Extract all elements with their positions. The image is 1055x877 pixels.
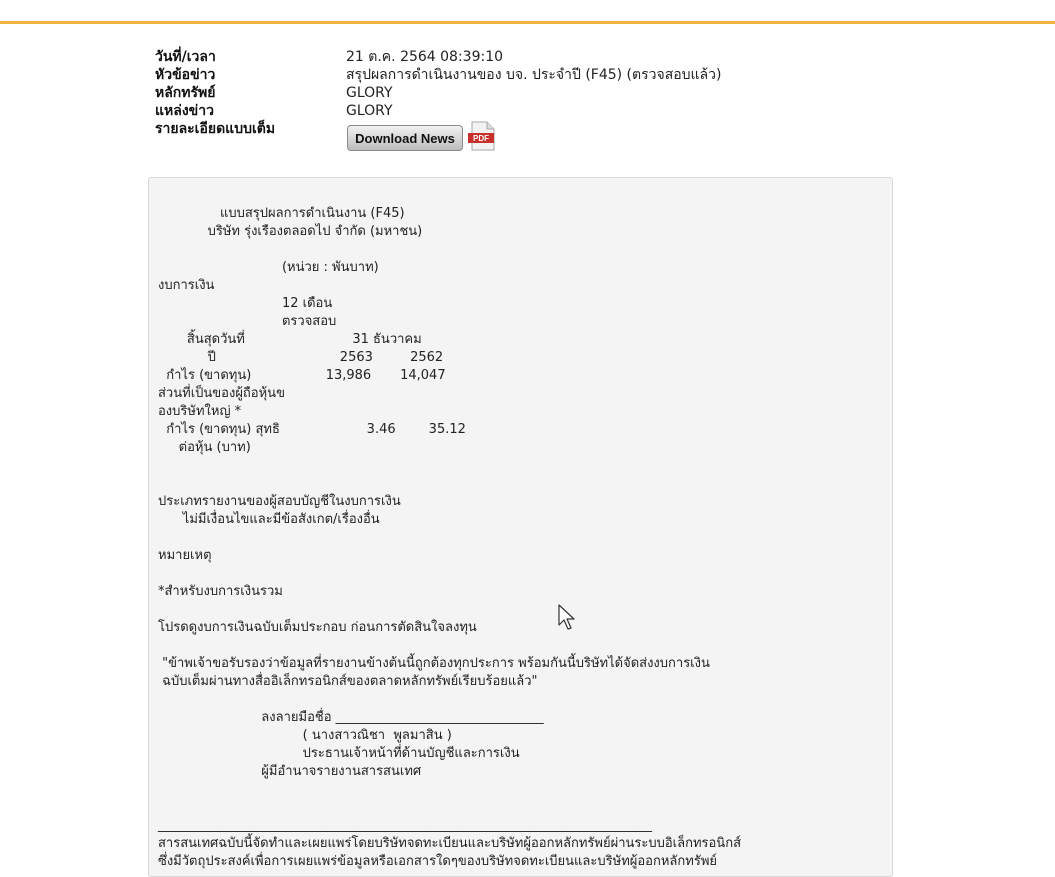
top-accent-line bbox=[0, 21, 1055, 24]
mouse-cursor-icon bbox=[558, 604, 578, 632]
meta-label-headline: หัวข้อข่าว bbox=[155, 67, 216, 83]
meta-label-security: หลักทรัพย์ bbox=[155, 85, 216, 101]
news-body-text: แบบสรุปผลการดำเนินงาน (F45) บริษัท รุ่งเรืองตลอดไป จำกัด (มหาชน) (หน่วย : พันบาท) งบการเงิน 12 เดือน ตรวจสอบ สิ้นสุดวันที่ 31 ธันวาคม ปี 2563 2562 กำไร (ขาดทุน) 13,986 14,047 ส่วนที่เป็นของผู้ถือหุ้นข องบริษัทใหญ่ * กำไร (ขาดทุน) สุทธิ 3.46 35.12 ต่อหุ้น (บาท) ประเภทรายงานของผู้สอบบัญชีในงบการเงิน ไม่มีเงื่อนไขและมีข้อสังเกต/เรื่องอื่น หมายเหตุ *สำหรับงบการเงินรวม โปรดดูงบการเงินฉบับเต็มประกอบ ก่อนการตัดสินใจลงทุน "ข้าพเจ้าขอรับรองว่าข้อมูลที่รายงานข้างต้นนี้ถูกต้องทุกประการ พร้อมกันนี้บริษัทได้จัดส่งงบการเงิน ฉบับเต็มผ่านทางสื่ออิเล็กทรอนิกส์ของตลาดหลักทรัพย์เรียบร้อยแล้ว" ลงลายมือชื่อ ________________________________ ( นางสาวณิชา พูลมาสิน ) ประธานเจ้าหน้าที่ด้านบัญชีและการเงิน ผู้มีอำนาจรายงานสารสนเทศ ____________________________________________________________________________ สารสนเทศฉบับนี้จัดทำและเผยแพร่โดยบริษัทจดทะเบียนและบริษัทผู้ออกหลักทรัพย์ผ่านระบบอิเล็กทรอนิกส์ ซึ่งมีวัตถุประสงค์เพื่อการเผยแพร่ข้อมูลหรือเอกสารใดๆของบริษัทจดทะเบียนและบริษัทผู้ออกหลักทรัพย์ bbox=[158, 206, 742, 869]
meta-label-datetime: วันที่/เวลา bbox=[155, 49, 216, 65]
pdf-icon[interactable] bbox=[467, 121, 497, 151]
meta-label-full-detail: รายละเอียดแบบเต็ม bbox=[155, 121, 276, 137]
download-news-button[interactable]: Download News bbox=[347, 125, 463, 151]
pdf-badge-text: PDF bbox=[473, 134, 489, 143]
meta-value-source: GLORY bbox=[346, 103, 393, 119]
meta-value-security: GLORY bbox=[346, 85, 393, 101]
meta-label-source: แหล่งข่าว bbox=[155, 103, 214, 119]
meta-value-datetime: 21 ต.ค. 2564 08:39:10 bbox=[346, 49, 504, 65]
meta-value-headline: สรุปผลการดำเนินงานของ บจ. ประจำปี (F45) (ตรวจสอบแล้ว) bbox=[346, 67, 722, 83]
